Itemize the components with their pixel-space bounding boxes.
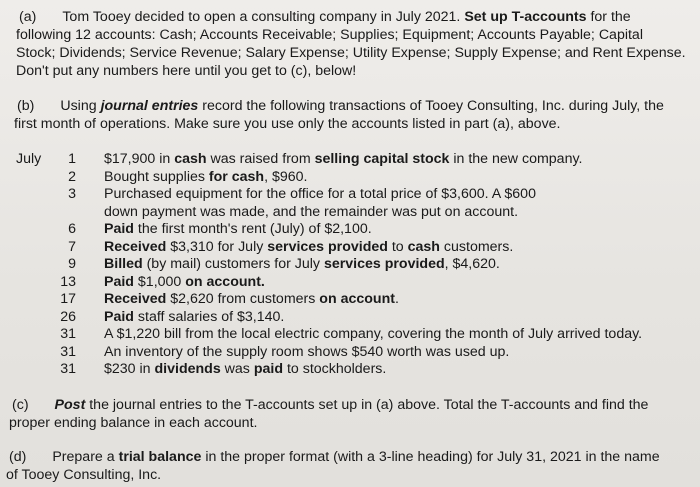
transaction-text: A $1,220 bill from the local electric company, covering the month of July arrived today. (104, 326, 643, 342)
part-c-label: (c) (12, 397, 29, 413)
transaction-text: $17,900 in cash was raised from selling capital stock in the new company. (104, 151, 583, 167)
part-a-line-1: (a) Tom Tooey decided to open a consulting company in July 2021. Set up T-accounts for the (19, 9, 631, 25)
transaction-text: Bought supplies for cash, $960. (104, 168, 308, 185)
transaction-text: Received $2,620 from customers on account. (104, 291, 399, 307)
transaction-text: Paid staff salaries of $3,140. (104, 308, 285, 325)
transaction-day: 6 (68, 221, 76, 237)
transaction-day: 2 (68, 168, 76, 185)
transaction-text: down payment was made, and the remainder was put on account. (104, 203, 519, 220)
part-d-line-2: of Tooey Consulting, Inc. (6, 467, 162, 483)
transaction-day: 31 (60, 343, 76, 360)
transaction-day: 3 (68, 186, 76, 202)
transaction-text: $230 in dividends was paid to stockholders. (104, 361, 387, 377)
transaction-day: 9 (68, 256, 76, 272)
transaction-day: 13 (60, 273, 76, 290)
month-label: July (16, 151, 42, 167)
transaction-day: 31 (60, 326, 76, 342)
part-d-label: (d) (9, 449, 27, 465)
part-b-line-2: first month of operations. Make sure you use only the accounts listed in part (a), above. (14, 116, 561, 132)
transaction-text: Paid $1,000 on account. (104, 273, 265, 290)
part-c-line-1: (c) Post the journal entries to the T-accounts set up in (a) above. Total the T-accounts and find the (12, 397, 649, 413)
part-a-line-2: following 12 accounts: Cash; Accounts Receivable; Supplies; Equipment; Accounts Payable; Capital (16, 27, 643, 43)
transaction-day: 26 (60, 308, 76, 325)
part-b-line-1: (b) Using journal entries record the following transactions of Tooey Consulting, Inc. during July, the (17, 98, 664, 114)
transaction-day: 1 (68, 151, 76, 167)
transaction-day: 31 (60, 361, 76, 377)
part-b-label: (b) (17, 98, 35, 114)
transaction-text: Billed (by mail) customers for July services provided, $4,620. (104, 256, 500, 272)
part-a-line-3: Stock; Dividends; Service Revenue; Salary Expense; Utility Expense; Supply Expense; and Rent Expense. (16, 45, 686, 61)
transaction-text: Received $3,310 for July services provided to cash customers. (104, 238, 514, 255)
transaction-day: 17 (60, 291, 76, 307)
transaction-text: Paid the first month's rent (July) of $2,100. (104, 221, 372, 237)
transaction-text: Purchased equipment for the office for a total price of $3,600. A $600 (104, 186, 536, 202)
part-d-line-1: (d) Prepare a trial balance in the proper format (with a 3-line heading) for July 31, 2021 in the name (9, 449, 660, 465)
transaction-day: 7 (68, 238, 76, 255)
part-a-line-4: Don't put any numbers here until you get to (c), below! (16, 63, 357, 79)
part-c-line-2: proper ending balance in each account. (9, 415, 258, 431)
part-a-label: (a) (19, 9, 37, 25)
transaction-text: An inventory of the supply room shows $540 worth was used up. (104, 343, 510, 360)
